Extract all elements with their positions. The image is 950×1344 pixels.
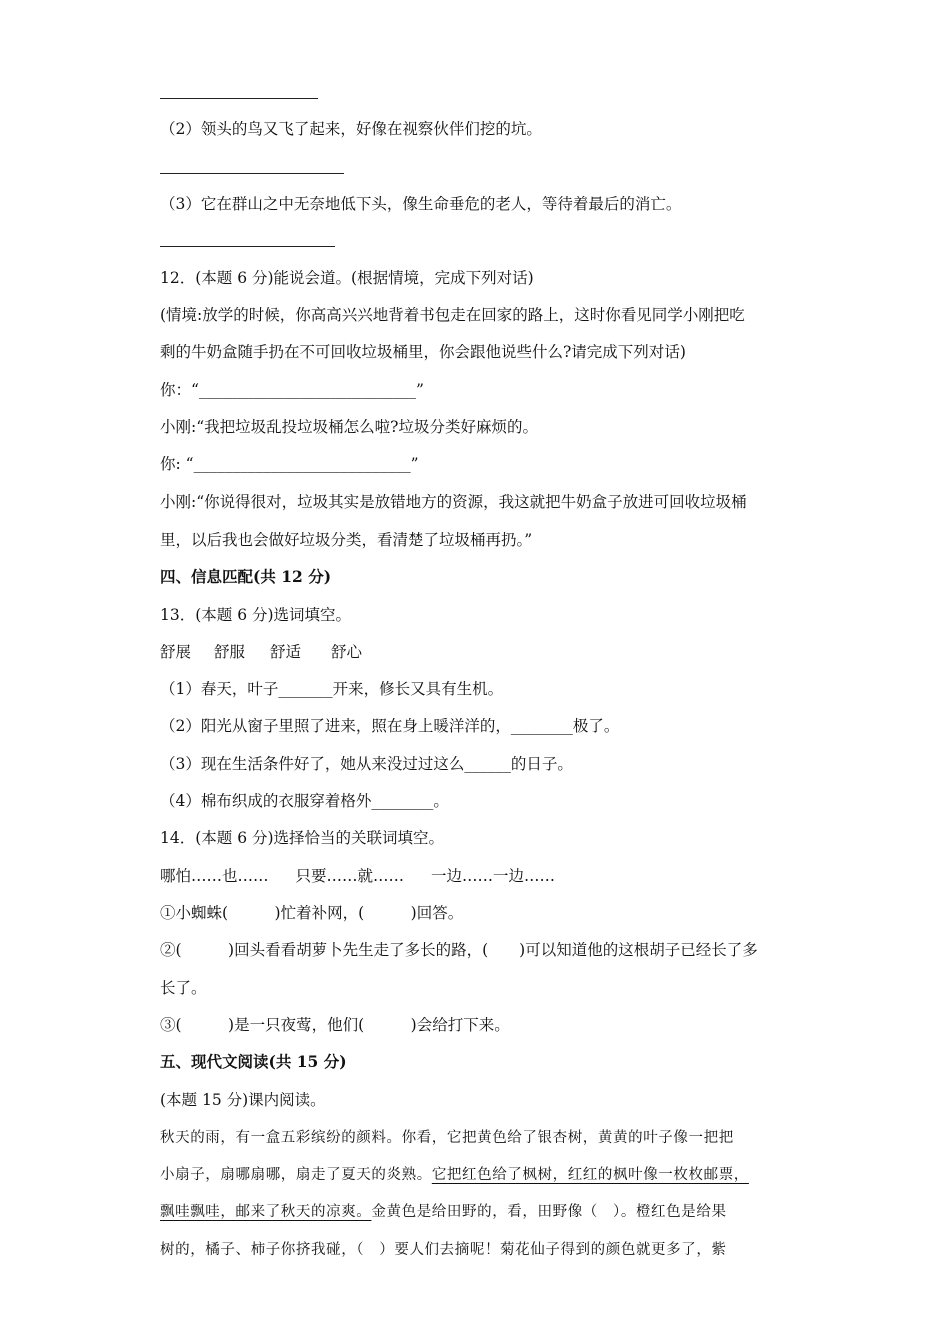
item-text: （1）春天，叶子 — [160, 680, 279, 698]
item-text: 的日子。 — [510, 755, 573, 773]
q13-item-1 — [160, 679, 503, 699]
section-5-title: 五、现代文阅读(共 15 分) — [160, 1052, 347, 1071]
q12-context-line-1: (情境:放学的时候，你高高兴兴地背着书包走在回家的路上，这时你看见同学小刚把吃 — [160, 306, 745, 324]
q11-item-3: （3）它在群山之中无奈地低下头，像生命垂危的老人，等待着最后的消亡。 — [160, 195, 682, 213]
item-text: 开来，修长又具有生机。 — [332, 680, 504, 698]
word-option: 舒心 — [331, 643, 363, 661]
q13-item-3 — [160, 754, 573, 774]
conjunction-option: 只要……就…… — [295, 867, 405, 885]
item-text: 。 — [433, 792, 449, 810]
underlined-sentence: 它把红色给了枫树，红红的枫叶像一枚枚邮票， — [431, 1167, 749, 1183]
fill-blank[interactable]: ______ — [464, 755, 511, 773]
q14-item-1: ①小蜘蛛( )忙着补网，( )回答。 — [160, 904, 464, 922]
item-text: 极了。 — [572, 717, 620, 735]
q12-heading: 12．(本题 6 分)能说会道。(根据情境，完成下列对话) — [160, 269, 534, 287]
q14-item-2b: 长了。 — [160, 979, 207, 997]
q11-item-2: （2）领头的鸟又飞了起来，好像在视察伙伴们挖的坑。 — [160, 120, 542, 138]
word-option: 舒展 — [160, 643, 192, 661]
passage-text: 小扇子，扇哪扇哪，扇走了夏天的炎熟。 — [160, 1167, 432, 1183]
reading-line-2 — [160, 1165, 749, 1185]
q12-context-line-2: 剩的牛奶盒随手扔在不可回收垃圾桶里，你会跟他说些什么?请完成下列对话) — [160, 343, 686, 361]
answer-line-1 — [160, 98, 318, 99]
fill-blank[interactable]: _______ — [278, 680, 333, 698]
q13-heading: 13．(本题 6 分)选词填空。 — [160, 606, 352, 624]
item-text: （3）现在生活条件好了，她从来没过过这么 — [160, 755, 465, 773]
speaker-you: 你: “ — [160, 455, 194, 473]
q14-item-3: ③( )是一只夜莺，他们( )会给打下来。 — [160, 1016, 510, 1034]
answer-line-3 — [160, 246, 335, 247]
closing-quote: ” — [410, 455, 419, 473]
q13-item-2 — [160, 716, 619, 736]
q12-you-reply-1 — [160, 380, 424, 400]
closing-quote: ” — [415, 381, 424, 399]
item-text: （4）棉布织成的衣服穿着格外 — [160, 792, 372, 810]
item-text: （2）阳光从窗子里照了进来，照在身上暖洋洋的， — [160, 717, 511, 735]
q12-gang-line-2a: 小刚:“你说得很对，垃圾其实是放错地方的资源，我这就把牛奶盒子放进可回收垃圾桶 — [160, 493, 747, 511]
q13-item-4 — [160, 791, 449, 811]
speaker-you: 你：“ — [160, 381, 199, 399]
passage-text: 金黄色是给田野的，看，田野像（ ）。橙红色是给果 — [371, 1204, 727, 1220]
fill-blank[interactable]: ________ — [371, 792, 434, 810]
q12-gang-line-2b: 里，以后我也会做好垃圾分类，看清楚了垃圾桶再扔。” — [160, 531, 533, 549]
q12-you-reply-2 — [160, 454, 419, 474]
q14-heading: 14．(本题 6 分)选择恰当的关联词填空。 — [160, 829, 445, 847]
q13-word-bank — [160, 642, 362, 662]
reading-line-4: 树的，橘子、柿子你挤我碰，（ ）要人们去摘呢！菊花仙子得到的颜色就更多了，紫 — [160, 1242, 727, 1258]
section-4-title: 四、信息匹配(共 12 分) — [160, 567, 332, 586]
dialogue-blank-2[interactable]: ____________________________ — [193, 455, 411, 473]
fill-blank[interactable]: ________ — [510, 717, 573, 735]
answer-line-2 — [160, 173, 344, 174]
dialogue-blank-1[interactable]: ____________________________ — [198, 381, 416, 399]
reading-line-3 — [160, 1202, 727, 1222]
reading-line-1: 秋天的雨，有一盒五彩缤纷的颜料。你看，它把黄色给了银杏树，黄黄的叶子像一把把 — [160, 1130, 734, 1146]
reading-heading: (本题 15 分)课内阅读。 — [160, 1091, 326, 1109]
q12-gang-line-1: 小刚:“我把垃圾乱投垃圾桶怎么啦?垃圾分类好麻烦的。 — [160, 418, 538, 436]
underlined-sentence: 飘哇飘哇，邮来了秋天的凉爽。 — [160, 1204, 372, 1220]
conjunction-option: 一边……一边…… — [431, 867, 556, 885]
word-option: 舒适 — [270, 643, 302, 661]
q14-item-2a: ②( )回头看看胡萝卜先生走了多长的路，( )可以知道他的这根胡子已经长了多 — [160, 941, 758, 959]
q14-options — [160, 866, 555, 886]
conjunction-option: 哪怕……也…… — [160, 867, 269, 885]
word-option: 舒服 — [214, 643, 246, 661]
